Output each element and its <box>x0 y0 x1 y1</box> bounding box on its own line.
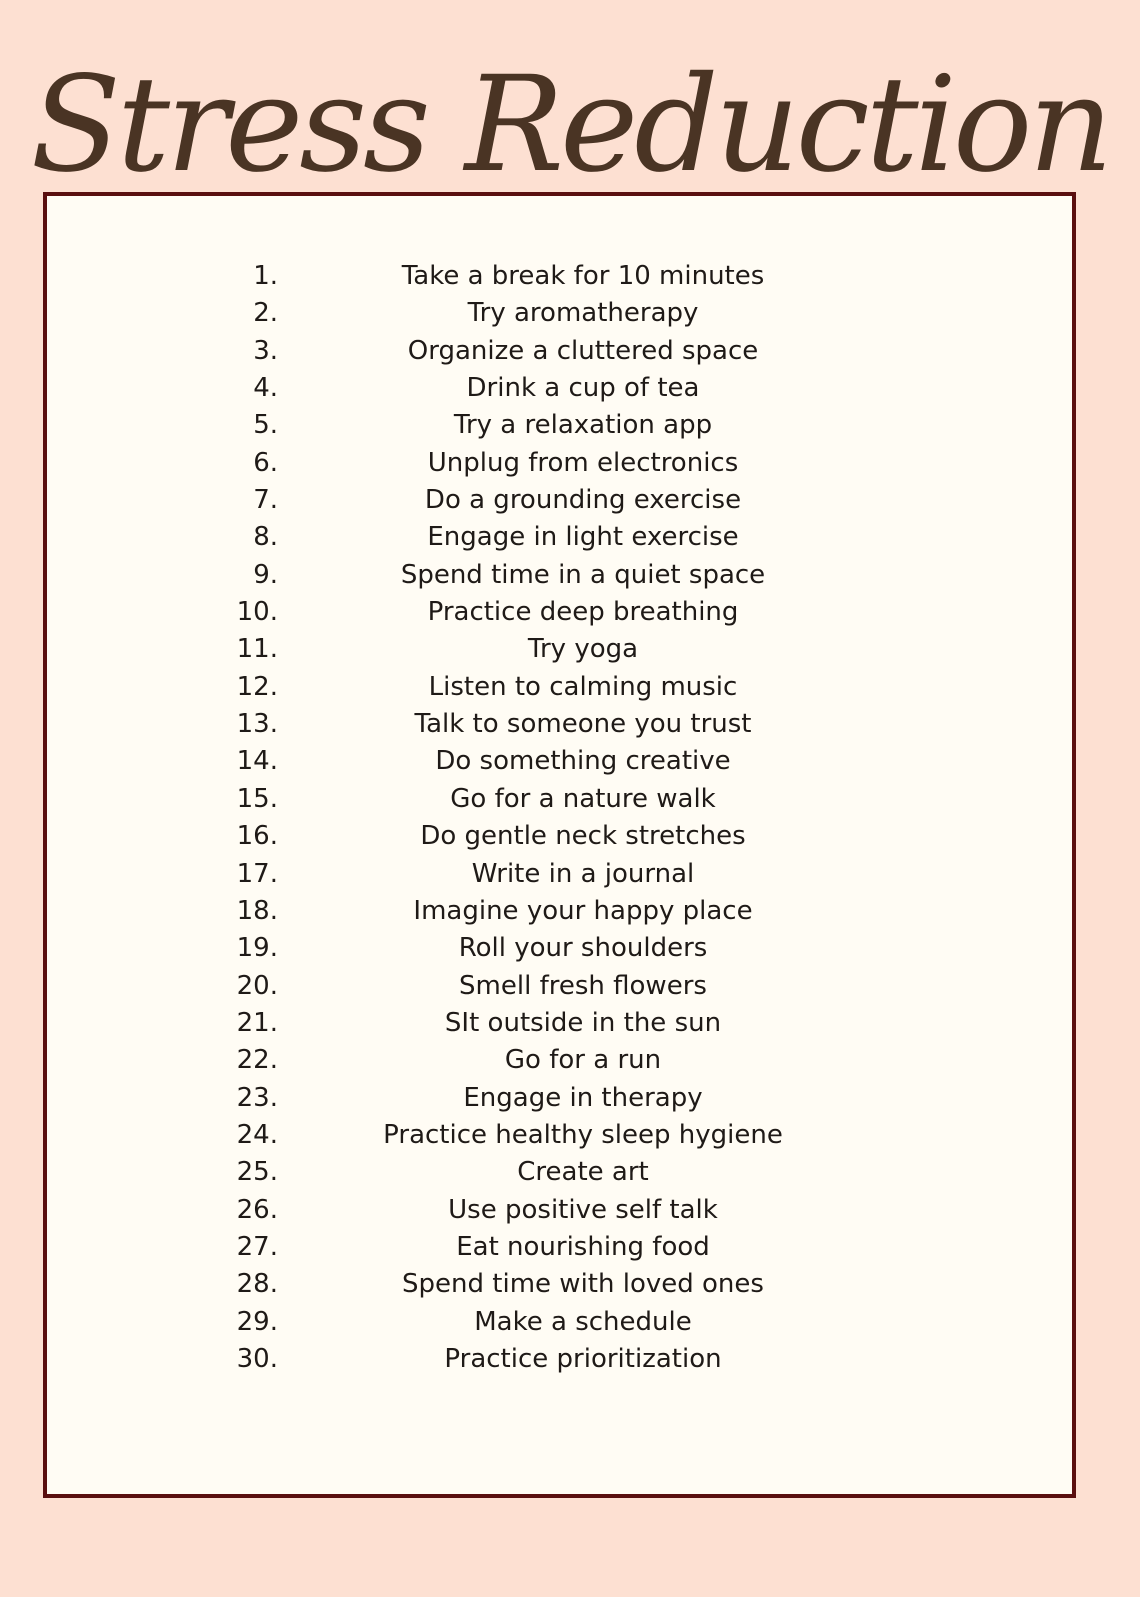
list-item <box>0 706 1140 743</box>
page-title: Stress Reduction <box>30 48 1110 202</box>
item-number: 22. <box>236 1045 278 1076</box>
list-item <box>0 1341 1140 1378</box>
item-number: 19. <box>236 933 278 964</box>
list-item <box>0 370 1140 407</box>
item-text: Practice deep breathing <box>427 597 739 628</box>
item-text: Try aromatherapy <box>467 298 699 329</box>
list-item <box>0 295 1140 332</box>
item-number: 26. <box>236 1194 278 1225</box>
item-number: 25. <box>236 1157 278 1188</box>
item-text: Imagine your happy place <box>413 895 753 926</box>
item-text: Roll your shoulders <box>458 933 708 964</box>
item-number: 12. <box>236 671 278 702</box>
item-number: 9. <box>253 559 278 590</box>
list-item <box>0 893 1140 930</box>
item-number: 21. <box>236 1007 278 1038</box>
item-text: Spend time in a quiet space <box>400 559 766 590</box>
item-number: 4. <box>253 373 278 404</box>
list-item <box>0 631 1140 668</box>
item-text: Try a relaxation app <box>453 410 713 441</box>
list-item <box>0 930 1140 967</box>
item-text: SIt outside in the sun <box>444 1007 722 1038</box>
list-item <box>0 594 1140 631</box>
list-item <box>0 1304 1140 1341</box>
list-item <box>0 258 1140 295</box>
list-item <box>0 669 1140 706</box>
item-text: Engage in light exercise <box>427 522 739 553</box>
item-text: Practice prioritization <box>444 1343 722 1374</box>
item-number: 8. <box>253 522 278 553</box>
stress-reduction-list <box>0 258 1140 1378</box>
item-number: 3. <box>253 335 278 366</box>
list-item <box>0 781 1140 818</box>
list-item <box>0 445 1140 482</box>
item-number: 13. <box>236 709 278 740</box>
item-number: 14. <box>236 746 278 777</box>
item-text: Take a break for 10 minutes <box>401 261 765 291</box>
list-item <box>0 1192 1140 1229</box>
list-item <box>0 968 1140 1005</box>
item-text: Do something creative <box>435 746 731 777</box>
item-number: 20. <box>236 970 278 1001</box>
list-item <box>0 1042 1140 1079</box>
item-text: Spend time with loved ones <box>402 1269 764 1300</box>
list-item <box>0 1117 1140 1154</box>
list-item <box>0 1266 1140 1303</box>
item-number: 6. <box>253 447 278 478</box>
item-text: Do a grounding exercise <box>424 485 742 516</box>
item-number: 7. <box>253 485 278 516</box>
list-item <box>0 333 1140 370</box>
item-text: Use positive self talk <box>448 1194 718 1225</box>
item-number: 23. <box>236 1082 278 1113</box>
item-text: Listen to calming music <box>428 671 738 702</box>
item-number: 24. <box>236 1119 278 1150</box>
list-item <box>0 856 1140 893</box>
list-item <box>0 407 1140 444</box>
item-number: 10. <box>236 597 278 628</box>
list-item <box>0 1080 1140 1117</box>
item-text: Drink a cup of tea <box>466 373 700 404</box>
item-text: Smell fresh flowers <box>459 970 707 1001</box>
item-number: 17. <box>236 858 278 889</box>
item-text: Unplug from electronics <box>427 447 739 478</box>
item-number: 29. <box>236 1306 278 1337</box>
list-item <box>0 557 1140 594</box>
item-number: 18. <box>236 895 278 926</box>
item-number: 30. <box>236 1343 278 1374</box>
list-item <box>0 1154 1140 1191</box>
item-text: Go for a nature walk <box>450 783 716 814</box>
item-text: Engage in therapy <box>463 1082 703 1113</box>
item-text: Go for a run <box>504 1045 662 1076</box>
list-item <box>0 743 1140 780</box>
item-text: Write in a journal <box>471 858 695 889</box>
item-text: Do gentle neck stretches <box>420 821 746 852</box>
item-number: 2. <box>253 298 278 329</box>
item-number: 15. <box>236 783 278 814</box>
item-text: Organize a cluttered space <box>407 335 759 366</box>
list-item <box>0 1005 1140 1042</box>
item-text: Eat nourishing food <box>456 1231 710 1262</box>
list-item <box>0 818 1140 855</box>
item-number: 27. <box>236 1231 278 1262</box>
item-text: Create art <box>517 1157 649 1188</box>
item-text: Practice healthy sleep hygiene <box>383 1119 783 1150</box>
item-text: Talk to someone you trust <box>414 709 752 740</box>
item-number: 11. <box>236 634 278 665</box>
item-number: 16. <box>236 821 278 852</box>
item-number: 5. <box>253 410 278 441</box>
item-number: 28. <box>236 1269 278 1300</box>
list-item <box>0 1229 1140 1266</box>
item-number: 1. <box>253 261 278 291</box>
list-item <box>0 519 1140 556</box>
item-text: Try yoga <box>527 634 639 665</box>
list-item <box>0 482 1140 519</box>
item-text: Make a schedule <box>474 1306 692 1337</box>
